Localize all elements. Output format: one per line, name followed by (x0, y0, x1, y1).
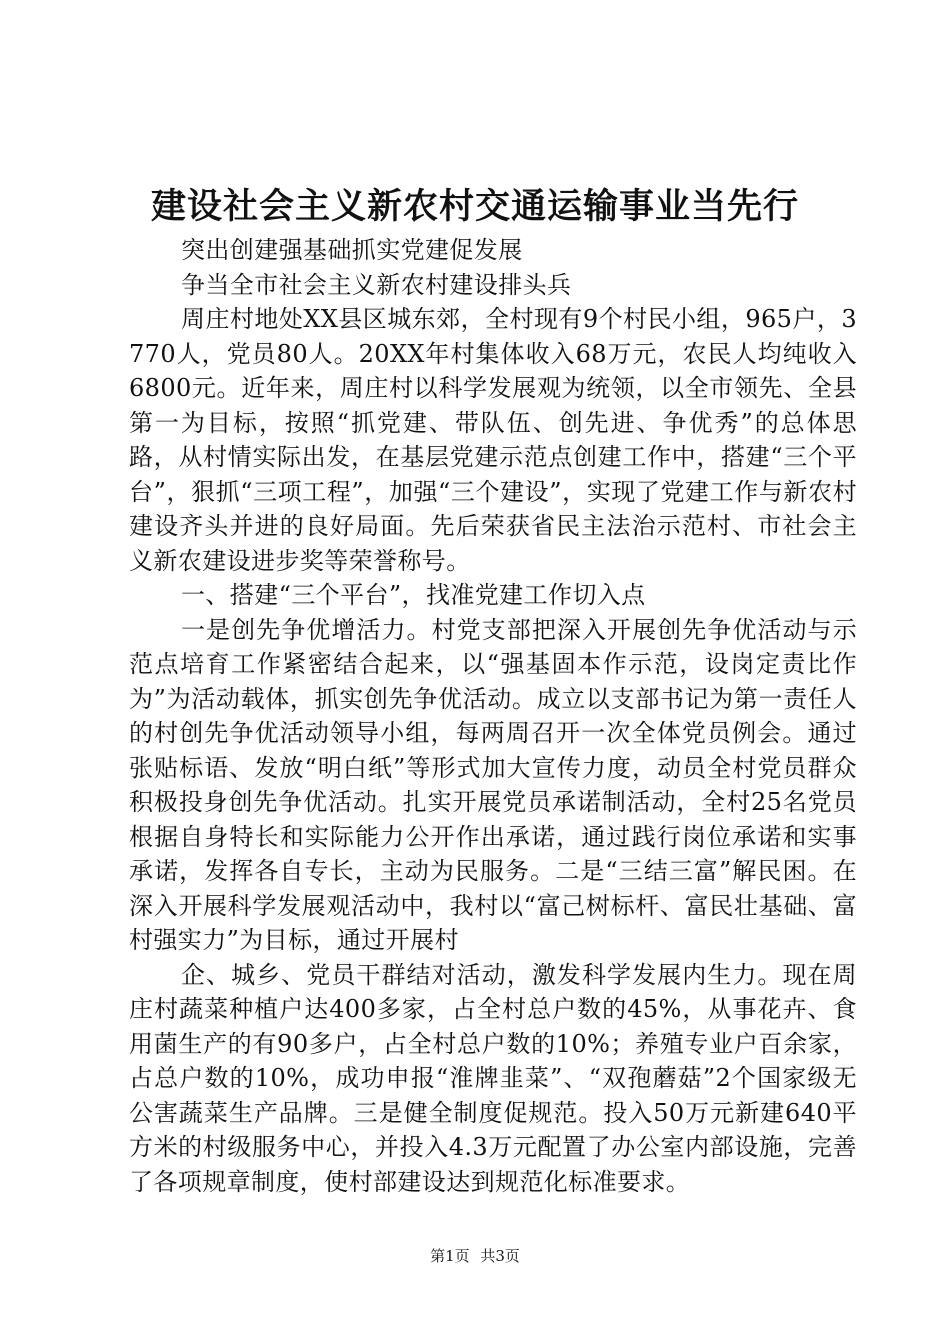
intro-paragraph: 周庄村地处XX县区城东郊，全村现有9个村民小组，965户，3770人，党员80人。20XX年村集体收入68万元，农民人均纯收入6800元。近年来，周庄村以科学发展观为统领，以全市领先、全县第一为目标，按照“抓党建、带队伍、创先进、争优秀”的总体思路，从村情实际出发，在基层党建示范点创建工作中，搭建“三个平台”，狠抓“三项工程”，加强“三个建设”，实现了党建工作与新农村建设齐头并进的良好局面。先后荣获省民主法治示范村、市社会主义新农建设进步奖等荣誉称号。 (129, 305, 857, 575)
page-number: 第1页 (430, 1247, 470, 1265)
page-total: 共3页 (480, 1247, 520, 1265)
body-paragraph: 一是创先争优增活力。村党支部把深入开展创先争优活动与示范点培育工作紧密结合起来，以“强基固本作示范，设岗定责比作为”为活动载体，抓实创先争优活动。成立以支部书记为第一责任人的村创先争优活动领导小组，每两周召开一次全体党员例会。通过张贴标语、发放“明白纸”等形式加大宣传力度，动员全村党员群众积极投身创先争优活动。扎实开展党员承诺制活动，全村25名党员根据自身特长和实际能力公开作出承诺，通过践行岗位承诺和实事承诺，发挥各自专长，主动为民服务。二是“三结三富”解民困。在深入开展科学发展观活动中，我村以“富己树标杆、富民壮基础、富村强实力”为目标，通过开展村 (129, 615, 857, 954)
subtitle-line-2: 争当全市社会主义新农村建设排头兵 (181, 270, 572, 299)
body-paragraph: 企、城乡、党员干群结对活动，激发科学发展内生力。现在周庄村蔬菜种植户达400多家，占全村总户数的45%，从事花卉、食用菌生产的有90多户，占全村总户数的10%；养殖专业户百余家，占总户数的10%，成功申报“淮牌韭菜”、“双孢蘑菇”2个国家级无公害蔬菜生产品牌。三是健全制度促规范。投入50万元新建640平方米的村级服务中心，并投入4.3万元配置了办公室内部设施，完善了各项规章制度，使村部建设达到规范化标准要求。 (129, 960, 857, 1196)
document-title: 建设社会主义新农村交通运输事业当先行 (150, 186, 799, 227)
subtitle-line-1: 突出创建强基础抓实党建促发展 (181, 236, 523, 264)
document-body (129, 233, 857, 1199)
page-footer (0, 1246, 950, 1266)
section-heading: 一、搭建“三个平台”，找准党建工作切入点 (181, 581, 646, 609)
